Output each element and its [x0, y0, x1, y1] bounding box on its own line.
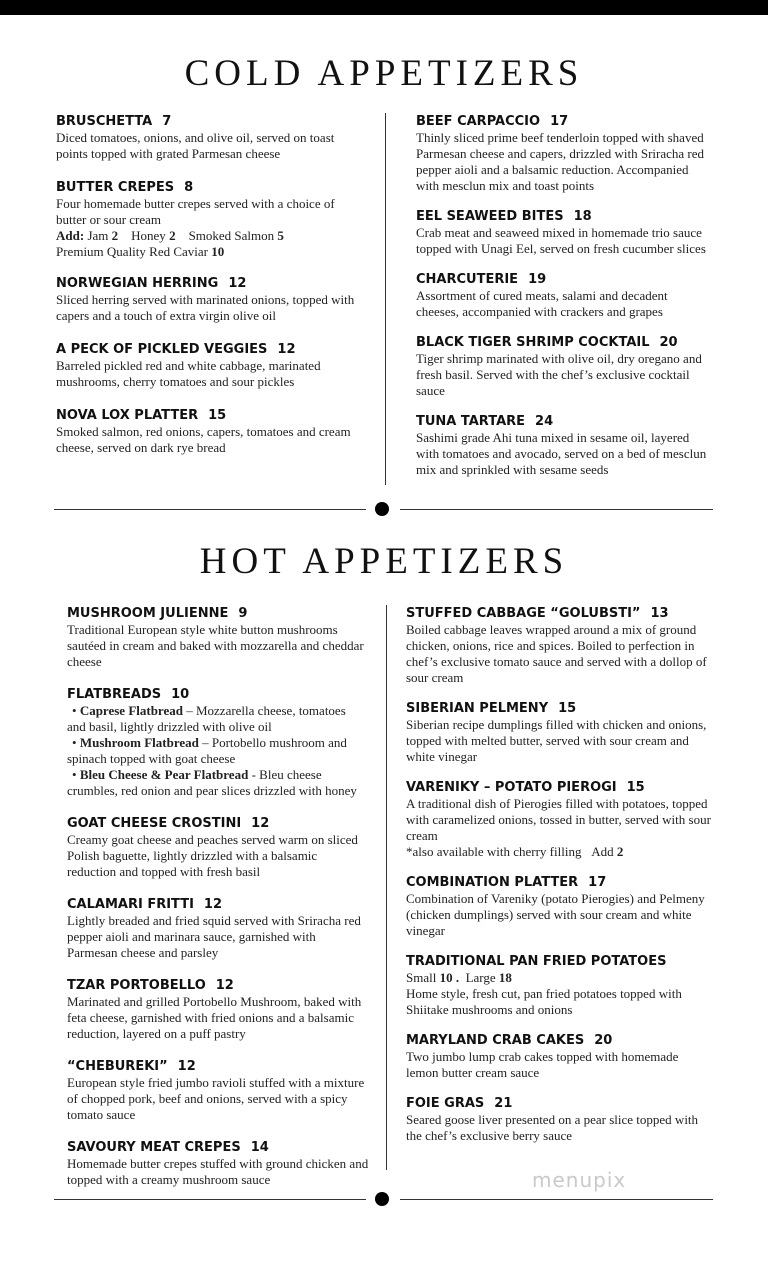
- item-price: 15: [626, 780, 645, 795]
- item-desc-line: cheeses, accompanied with crackers and grapes: [416, 304, 663, 319]
- item-desc-line: Two jumbo lump crab cakes topped with homemade: [406, 1049, 679, 1064]
- item-desc-line: topped with Unagi Eel, served on fresh cucumber slices: [416, 241, 706, 256]
- cold-appetizers-title: COLD APPETIZERS: [184, 53, 584, 94]
- addons-line: [56, 244, 376, 260]
- item-desc-line: tomato sauce: [67, 1107, 136, 1122]
- item-name: CALAMARI FRITTI: [67, 897, 194, 912]
- item-desc-line: Four homemade butter crepes served with a choice of: [56, 196, 335, 211]
- menu-item: [67, 1058, 379, 1123]
- subitem-name: Caprese Flatbread: [79, 703, 183, 718]
- item-desc-line: with tomatoes and avocado, served on a bed of mesclun: [416, 446, 707, 461]
- item-desc-line: Marinated and grilled Portobello Mushroom, baked with: [67, 994, 362, 1009]
- addon-price: 5: [277, 228, 284, 243]
- item-price: 14: [250, 1140, 269, 1155]
- item-desc-line: Creamy goat cheese and peaches served warm on sliced: [67, 832, 358, 847]
- menu-item: [67, 815, 379, 880]
- section-rule-dot: [375, 502, 389, 516]
- item-desc-line: Home style, fresh cut, pan fried potatoes topped with: [406, 986, 682, 1001]
- item-desc-line: pepper aioli and a balsamic reduction. Accompanied: [416, 162, 689, 177]
- size-price: 10: [439, 970, 453, 985]
- item-price: 7: [162, 114, 172, 129]
- item-desc-line: Siberian recipe dumplings filled with chicken and onions,: [406, 717, 707, 732]
- item-name: VARENIKY – POTATO PIEROGI: [406, 780, 617, 795]
- item-price: 8: [184, 180, 194, 195]
- item-price: 17: [588, 875, 607, 890]
- item-price: 12: [203, 897, 223, 912]
- subitem-name: Mushroom Flatbread: [79, 735, 199, 750]
- item-price: 15: [558, 701, 577, 716]
- item-name: BLACK TIGER SHRIMP COCKTAIL: [416, 335, 650, 350]
- item-desc-line: cheese, served on dark rye bread: [56, 440, 226, 455]
- menu-item: [56, 341, 376, 390]
- cold-right-column: [416, 113, 726, 478]
- section-rule-left: [54, 509, 366, 510]
- flatbread-subitem: • Mushroom Flatbread – Portobello mushroom and: [72, 735, 347, 750]
- item-desc-line: points topped with grated Parmesan cheese: [56, 146, 281, 161]
- item-price: 18: [573, 209, 592, 224]
- item-price: 12: [228, 276, 247, 291]
- item-desc-line: mushrooms, cherry tomatoes and sour pickles: [56, 374, 295, 389]
- item-desc-line: and basil, lightly drizzled with olive oil: [67, 719, 272, 734]
- item-name: NOVA LOX PLATTER: [56, 408, 199, 423]
- subitem-desc: Portobello mushroom and: [211, 735, 347, 750]
- item-price: 9: [238, 606, 248, 621]
- item-note: *also available with cherry filling Add 2: [406, 844, 624, 859]
- item-name: SIBERIAN PELMENY: [406, 701, 549, 716]
- item-desc-line: feta cheese, garnished with fried onions and a balsamic: [67, 1010, 354, 1025]
- addon-caviar: Premium Quality Red Caviar: [56, 244, 209, 259]
- section-rule-right: [400, 509, 713, 510]
- item-desc-line: butter or sour cream: [56, 212, 162, 227]
- item-desc-line: Polish baguette, lightly drizzled with a balsamic: [67, 848, 318, 863]
- item-desc-line: topped with melted butter, served with sour cream and: [406, 733, 689, 748]
- addon-jam: Jam: [87, 228, 109, 243]
- item-desc-line: chicken, onions, rice and spices. Boiled to perfection in: [406, 638, 695, 653]
- item-price: 12: [277, 342, 296, 357]
- menu-item: [406, 1032, 726, 1081]
- item-price: 15: [208, 408, 227, 423]
- item-desc-line: Crab meat and seaweed mixed in homemade trio sauce: [416, 225, 702, 240]
- item-desc-line: mix and sprinkled with sesame seeds: [416, 462, 609, 477]
- item-desc-line: vinegar: [406, 923, 445, 938]
- menu-item: [67, 605, 379, 670]
- item-desc-line: with mesclun mix and toast points: [416, 178, 595, 193]
- item-name: STUFFED CABBAGE “GOLUBSTI”: [406, 606, 641, 621]
- subitem-desc: Mozzarella cheese, tomatoes: [195, 703, 346, 718]
- item-name: CHARCUTERIE: [416, 272, 519, 287]
- item-name: FOIE GRAS: [406, 1096, 485, 1111]
- item-price: 17: [550, 114, 569, 129]
- item-price: 12: [215, 978, 234, 993]
- item-desc-line: cheese: [67, 654, 102, 669]
- item-desc-line: the chef’s exclusive berry sauce: [406, 1128, 573, 1143]
- hot-column-divider: [386, 605, 387, 1170]
- item-desc-line: reduction and topped with fresh basil: [67, 864, 261, 879]
- top-black-bar: [0, 0, 768, 15]
- item-desc-line: with caramelized onions, tossed in butter, served with sour: [406, 812, 711, 827]
- item-name: EEL SEAWEED BITES: [416, 209, 564, 224]
- addon-price: 10: [211, 244, 225, 259]
- flatbread-subitem: • Bleu Cheese & Pear Flatbread - Bleu cheese: [72, 767, 322, 782]
- note-price: 2: [616, 844, 624, 859]
- size-price: 18: [498, 970, 512, 985]
- bottom-rule-right: [400, 1199, 713, 1200]
- item-name: MUSHROOM JULIENNE: [67, 606, 229, 621]
- item-desc-line: Shiitake mushrooms and onions: [406, 1002, 573, 1017]
- item-desc-line: Parmesan cheese and capers, drizzled with Sriracha red: [416, 146, 705, 161]
- item-name: MARYLAND CRAB CAKES: [406, 1033, 585, 1048]
- item-desc-line: Parmesan cheese and parsley: [67, 945, 219, 960]
- item-desc-line: sauce: [416, 383, 445, 398]
- item-desc-line: A traditional dish of Pierogies filled with potatoes, topped: [406, 796, 708, 811]
- hot-right-column: [406, 605, 726, 1144]
- item-price: 10: [171, 687, 190, 702]
- menu-item: [56, 179, 376, 260]
- item-desc-line: Barreled pickled red and white cabbage, marinated: [56, 358, 321, 373]
- item-desc-line: Seared goose liver presented on a pear slice topped with: [406, 1112, 699, 1127]
- item-desc-line: European style fried jumbo ravioli stuffed with a mixture: [67, 1075, 365, 1090]
- subitem-name: Bleu Cheese & Pear Flatbread: [79, 767, 249, 782]
- bottom-rule-left: [54, 1199, 366, 1200]
- item-price: 24: [535, 414, 554, 429]
- item-price: 20: [594, 1033, 613, 1048]
- addons-line: [56, 228, 376, 244]
- item-desc-line: Combination of Vareniky (potato Pierogies) and Pelmeny: [406, 891, 705, 906]
- menu-item: [416, 413, 726, 478]
- item-price: 21: [494, 1096, 513, 1111]
- item-desc-line: Sliced herring served with marinated onions, topped with: [56, 292, 355, 307]
- item-name: COMBINATION PLATTER: [406, 875, 579, 890]
- item-price: 12: [251, 816, 270, 831]
- hot-appetizers-title: HOT APPETIZERS: [199, 541, 569, 582]
- item-sizes: Small 10 . Large 18: [406, 970, 512, 985]
- item-desc-line: reduction, layered on a puff pastry: [67, 1026, 246, 1041]
- item-desc-line: Sashimi grade Ahi tuna mixed in sesame oil, layered: [416, 430, 690, 445]
- item-price: 19: [528, 272, 547, 287]
- item-name: “CHEBUREKI”: [67, 1059, 168, 1074]
- item-name: TZAR PORTOBELLO: [67, 978, 206, 993]
- menupix-watermark: menupix: [532, 1168, 627, 1192]
- item-desc-line: fresh basil. Served with the chef’s exclusive cocktail: [416, 367, 690, 382]
- item-desc-line: Assortment of cured meats, salami and decadent: [416, 288, 668, 303]
- menu-item: [406, 779, 726, 860]
- menu-item: [406, 953, 726, 1018]
- item-desc-line: cream: [406, 828, 438, 843]
- bottom-rule-dot: [375, 1192, 389, 1206]
- item-name: TUNA TARTARE: [416, 414, 526, 429]
- item-desc-line: Boiled cabbage leaves wrapped around a mix of ground: [406, 622, 697, 637]
- item-desc-line: chef’s exclusive tomato sauce and served with a dollop of: [406, 654, 707, 669]
- item-desc-line: topped with a creamy mushroom sauce: [67, 1172, 271, 1187]
- item-desc-line: sour cream: [406, 670, 464, 685]
- item-desc-line: Tiger shrimp marinated with olive oil, dry oregano and: [416, 351, 702, 366]
- menu-item: [406, 605, 726, 686]
- item-desc-line: Traditional European style white button mushrooms: [67, 622, 338, 637]
- item-name: A PECK OF PICKLED VEGGIES: [56, 342, 268, 357]
- addon-salmon: Smoked Salmon: [188, 228, 275, 243]
- addons-label: Add:: [56, 228, 85, 243]
- menu-item: [67, 977, 379, 1042]
- item-desc-line: lemon butter cream sauce: [406, 1065, 540, 1080]
- item-name: FLATBREADS: [67, 687, 162, 702]
- item-desc-line: Homemade butter crepes stuffed with ground chicken and: [67, 1156, 369, 1171]
- menu-item: [56, 275, 376, 324]
- cold-column-divider: [385, 113, 386, 485]
- hot-left-column: [67, 605, 379, 1188]
- menu-item: [67, 896, 379, 961]
- item-desc-line: Smoked salmon, red onions, capers, tomatoes and cream: [56, 424, 351, 439]
- addon-price: 2: [169, 228, 176, 243]
- menu-item: [416, 113, 726, 194]
- item-name: NORWEGIAN HERRING: [56, 276, 219, 291]
- menu-item: [67, 1139, 379, 1188]
- item-name: BEEF CARPACCIO: [416, 114, 541, 129]
- item-desc-line: white vinegar: [406, 749, 478, 764]
- item-desc-line: pepper aioli and marinara sauce, garnished with: [67, 929, 316, 944]
- item-desc-line: (chicken dumplings) served with sour cream and white: [406, 907, 692, 922]
- item-name: TRADITIONAL PAN FRIED POTATOES: [406, 954, 667, 969]
- menu-item: [406, 1095, 726, 1144]
- addon-honey: Honey: [131, 228, 166, 243]
- item-name: SAVOURY MEAT CREPES: [67, 1140, 241, 1155]
- item-desc-line: spinach topped with goat cheese: [67, 751, 236, 766]
- item-price: 20: [659, 335, 678, 350]
- menu-item: [406, 874, 726, 939]
- menu-item: [67, 686, 379, 799]
- addon-price: 2: [111, 228, 119, 243]
- item-name: GOAT CHEESE CROSTINI: [67, 816, 242, 831]
- menu-item: [56, 113, 376, 162]
- item-desc-line: sautéed in cream and baked with mozzarella and cheddar: [67, 638, 364, 653]
- subitem-desc: Bleu cheese: [259, 767, 322, 782]
- menu-item: [56, 407, 376, 456]
- item-desc-line: Thinly sliced prime beef tenderloin topped with shaved: [416, 130, 704, 145]
- item-desc-line: crumbles, red onion and pear slices drizzled with honey: [67, 783, 357, 798]
- item-desc-line: of chopped pork, beef and onions, served with a spicy: [67, 1091, 348, 1106]
- item-name: BRUSCHETTA: [56, 114, 153, 129]
- item-name: BUTTER CREPES: [56, 180, 175, 195]
- item-desc-line: Lightly breaded and fried squid served with Sriracha red: [67, 913, 361, 928]
- item-price: 12: [177, 1059, 196, 1074]
- menu-item: [416, 334, 726, 399]
- item-desc-line: Diced tomatoes, onions, and olive oil, served on toast: [56, 130, 335, 145]
- menu-item: [416, 271, 726, 320]
- item-desc-line: capers and a touch of extra virgin olive oil: [56, 308, 276, 323]
- item-price: 13: [650, 606, 669, 621]
- menu-item: [416, 208, 726, 257]
- flatbread-subitem: • Caprese Flatbread – Mozzarella cheese, tomatoes: [72, 703, 346, 718]
- menu-item: [406, 700, 726, 765]
- cold-left-column: [56, 113, 376, 456]
